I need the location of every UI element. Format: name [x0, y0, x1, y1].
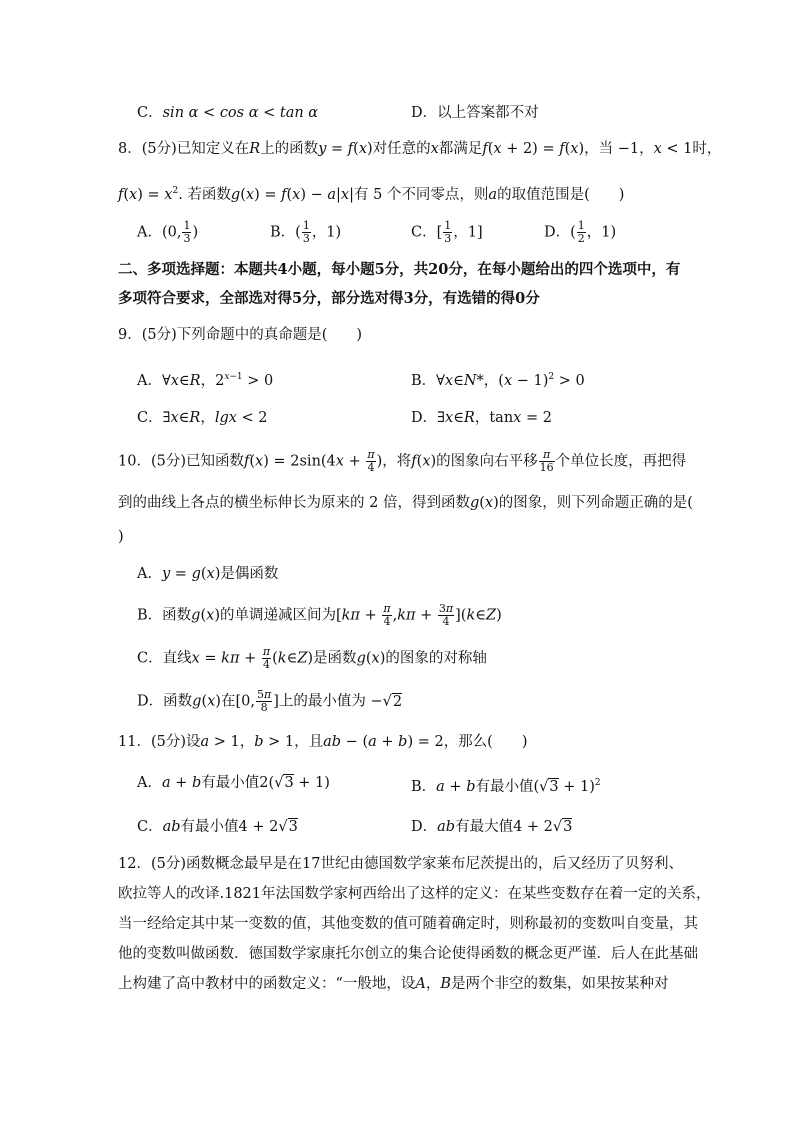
q12-line3: 当一经给定其中某一变数的值，其他变数的值可随着确定时，则称最初的变数叫自变量，其: [118, 916, 698, 932]
q8-option-d: D．( $\frac{1}{2}$ ，1): [544, 219, 617, 245]
q9-option-c: C．∃x∈R，lgx < 2: [137, 410, 268, 426]
q10-stem-line1: 10．(5分)已知函数f(x) = 2sin(4x + $\frac{\pi}{4}$ )，将f(x)的图象向右平移 $\frac{\pi}{16}$ 个单位长度，再把得: [118, 448, 687, 474]
q8-option-a: A．(0, $\frac{1}{3}$ ): [137, 219, 199, 245]
q8-option-b: B．( $\frac{1}{3}$ ，1): [270, 219, 342, 245]
q9-stem: 9．(5分)下列命题中的真命题是( ): [118, 327, 363, 343]
q8-option-c: C．[ $\frac{1}{3}$ ，1]: [411, 219, 483, 245]
q11-option-d: D．ab有最大值4 + 2√3: [411, 819, 573, 835]
q12-line2: 欧拉等人的改译.1821年法国数学家柯西给出了这样的定义：在某些变数存在着一定的关系，: [118, 886, 711, 902]
q9-option-b: B．∀x∈N*，$(x - 1)^2 > 0$: [411, 372, 585, 389]
q11-stem: 11．(5分)设a > 1，b > 1，且ab − (a + b) = 2，那么( ): [118, 734, 528, 750]
q12-line1: 12．(5分)函数概念最早是在17世纪由德国数学家莱布尼茨提出的，后又经历了贝努利、: [118, 856, 683, 872]
q12-line5: 上构建了高中教材中的函数定义：“一般地，设A，B是两个非空的数集，如果按某种对: [118, 976, 669, 992]
q7-option-d: D．以上答案都不对: [411, 105, 539, 121]
q11-option-b: B．a + b有最小值$(√3 + 1)^2$: [411, 778, 601, 795]
q12-line4: 他的变数叫做函数．德国数学家康托尔创立的集合论使得函数的概念更严谨．后人在此基础: [118, 946, 698, 962]
q8-stem-line2: $f(x) = x^2$. 若函数g(x) = f(x) − a|x|有 5 个不同零点，则a的取值范围是( ): [118, 186, 625, 203]
q10-stem-line2: 到的曲线上各点的横坐标伸长为原来的 2 倍，得到函数g(x)的图象，则下列命题正确的是(: [118, 495, 693, 511]
q10-option-b: B．函数g(x)的单调递减区间为[kπ + $\frac{\pi}{4}$ ,kπ + $\frac{3\pi}{4}$ ](k∈Z): [137, 602, 502, 628]
q11-option-a: A．a + b有最小值2(√3 + 1): [137, 775, 330, 791]
section2-heading-line2: 多项符合要求，全部选对得5分，部分选对得3分，有选错的得0分: [118, 290, 540, 307]
q9-option-d: D．∃x∈R，tanx = 2: [411, 410, 552, 426]
q9-option-a: A．∀x∈R，$2^{x-1} > 0$: [137, 372, 274, 389]
q7-option-c: C．sin α < cos α < tan α: [137, 105, 319, 121]
section2-heading-line1: 二、多项选择题：本题共4小题，每小题5分，共20分，在每小题给出的四个选项中，有: [118, 261, 681, 278]
q10-option-a: A．y = g(x)是偶函数: [137, 566, 279, 582]
q10-option-c: C．直线x = kπ + $\frac{\pi}{4}$ (k∈Z)是函数g(x)的图象的对称轴: [137, 645, 487, 671]
q10-option-d: D．函数g(x)在[0, $\frac{5\pi}{8}$ ]上的最小值为 −√2: [137, 688, 403, 714]
q8-stem-line1: 8．(5分)已知定义在R上的函数y = f(x)对任意的x都满足f(x + 2) = f(x)，当 −1，x < 1时，: [118, 141, 722, 157]
q10-stem-line3: ): [118, 529, 124, 545]
q11-option-c: C．ab有最小值4 + 2√3: [137, 819, 298, 835]
